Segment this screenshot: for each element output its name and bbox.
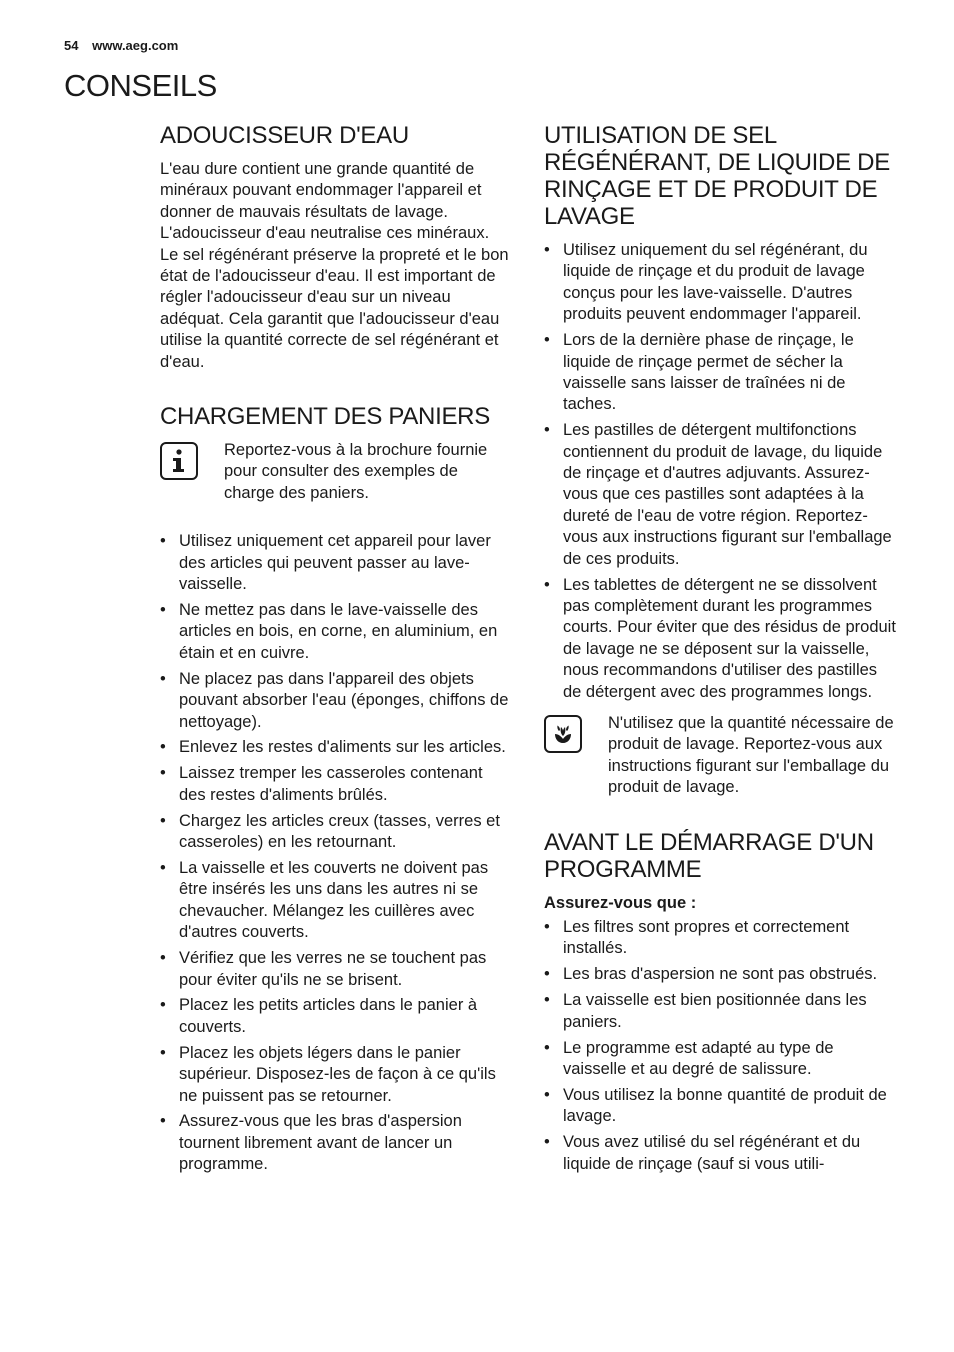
page-number: 54 [64, 38, 79, 53]
list-item: • La vaisselle et les couverts ne doivent pas être insérés les uns dans les autres ni se chevaucher. Mélangez les cuillères avec d'autres couverts. [160, 858, 512, 944]
list-item: • La vaisselle est bien positionnée dans les paniers. [544, 990, 896, 1033]
section-products [544, 122, 896, 799]
list-item: • Utilisez uniquement du sel régénérant, du liquide de rinçage et du produit de lavage conçus pour les lave-vaisselle. D'autres produits peuvent endommager l'appareil. [544, 240, 896, 326]
list-item: • Utilisez uniquement cet appareil pour laver des articles qui peuvent passer au lave-vaisselle. [160, 531, 512, 595]
info-note [160, 440, 512, 504]
list-item: • Vous utilisez la bonne quantité de produit de lavage. [544, 1085, 896, 1128]
list-item: • Vous avez utilisé du sel régénérant et du liquide de rinçage (sauf si vous utili- [544, 1132, 896, 1175]
list-item: • Assurez-vous que les bras d'aspersion tournent librement avant de lancer un programme. [160, 1111, 512, 1175]
paragraph: L'eau dure contient une grande quantité de minéraux pouvant endommager l'appareil et donner de mauvais résultats de lavage. L'adoucisseur d'eau neutralise ces minéraux. [160, 160, 490, 243]
section-subtitle: Assurez-vous que : [544, 893, 697, 912]
products-list [544, 240, 896, 703]
right-column [544, 122, 896, 1205]
list-item: • Les tablettes de détergent ne se dissolvent pas complètement durant les programmes courts. Pour éviter que des résidus de produit de lavage ne se déposent sur la vaisselle, nous recommandons d'utiliser des pastilles de détergent avec des programmes longs. [544, 575, 896, 703]
note-text: Reportez-vous à la brochure fournie pour consulter des exemples de charge des paniers. [224, 441, 488, 502]
list-item: • Les pastilles de détergent multifonctions contiennent du produit de lavage, du liquide de rinçage et d'autres adjuvants. Assurez-vous que ces pastilles sont adaptées à la dureté de l'eau de votre région. Reportez-vous aux instructions figurant sur l'emballage de ces produits. [544, 420, 896, 570]
section-water-softener [160, 122, 512, 373]
list-item: • Ne mettez pas dans le lave-vaisselle des articles en bois, en corne, en aluminium, en étain et en cuivre. [160, 600, 512, 664]
list-item: • Les bras d'aspersion ne sont pas obstrués. [544, 964, 896, 985]
info-icon [160, 442, 198, 480]
environment-note [544, 713, 896, 799]
list-item: • Lors de la dernière phase de rinçage, le liquide de rinçage permet de sécher la vaisselle sans laisser de traînées ni de taches. [544, 330, 896, 416]
leaf-icon [544, 715, 582, 753]
section-basket-loading [160, 403, 512, 1176]
list-item: • Le programme est adapté au type de vaisselle et au degré de salissure. [544, 1038, 896, 1081]
list-item: • Les filtres sont propres et correctement installés. [544, 917, 896, 960]
section-title: UTILISATION DE SEL RÉGÉNÉRANT, DE LIQUIDE DE RINÇAGE ET DE PRODUIT DE LAVAGE [544, 122, 890, 230]
note-text: N'utilisez que la quantité nécessaire de produit de lavage. Reportez-vous aux instructions figurant sur l'emballage du produit de lavage. [608, 714, 894, 797]
left-column [160, 122, 512, 1206]
checklist [544, 917, 896, 1175]
section-title: ADOUCISSEUR D'EAU [160, 122, 409, 149]
section-before-start [544, 829, 896, 1175]
paragraph: Le sel régénérant préserve la propreté et le bon état de l'adoucisseur d'eau. Il est important de régler l'adoucisseur d'eau sur un niveau adéquat. Cela garantit que l'adoucisseur d'eau utilise la quantité correcte de sel régénérant et d'eau. [160, 245, 509, 371]
list-item: • Laissez tremper les casseroles contenant des restes d'aliments brûlés. [160, 763, 512, 806]
list-item: • Chargez les articles creux (tasses, verres et casseroles) en les retournant. [160, 811, 512, 854]
list-item: • Placez les objets légers dans le panier supérieur. Disposez-les de façon à ce qu'ils ne puissent pas se retourner. [160, 1043, 512, 1107]
list-item: • Enlevez les restes d'aliments sur les articles. [160, 737, 512, 758]
loading-list [160, 531, 512, 1175]
list-item: • Placez les petits articles dans le panier à couverts. [160, 995, 512, 1038]
website-link[interactable]: www.aeg.com [92, 38, 179, 53]
list-item: • Ne placez pas dans l'appareil des objets pouvant absorber l'eau (éponges, chiffons de nettoyage). [160, 669, 512, 733]
section-title: AVANT LE DÉMARRAGE D'UN PROGRAMME [544, 828, 874, 883]
list-item: • Vérifiez que les verres ne se touchent pas pour éviter qu'ils ne se brisent. [160, 948, 512, 991]
page-header [64, 38, 178, 53]
page-title: CONSEILS [64, 68, 217, 103]
section-title: CHARGEMENT DES PANIERS [160, 403, 490, 431]
